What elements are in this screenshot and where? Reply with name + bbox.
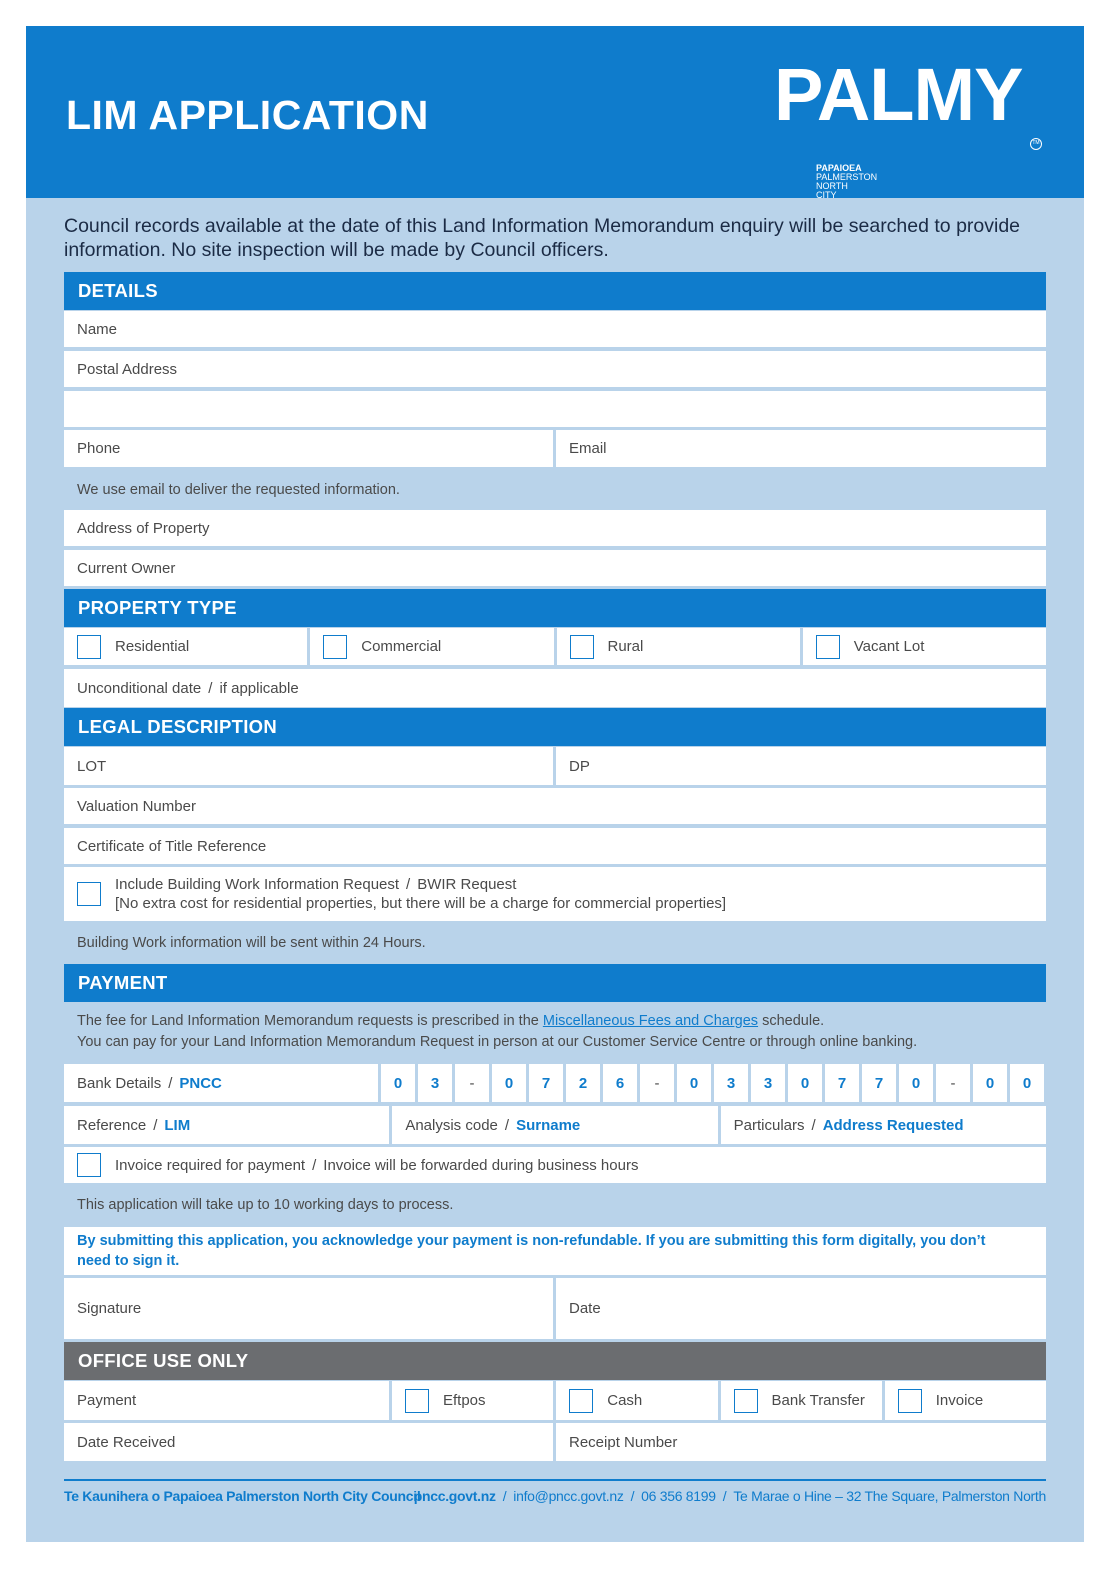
eftpos-checkbox[interactable] <box>405 1389 429 1413</box>
account-digit: 0 <box>1010 1064 1044 1102</box>
account-digit: 2 <box>566 1064 600 1102</box>
current-owner-field[interactable] <box>64 550 1046 586</box>
date-received-field[interactable] <box>64 1423 553 1461</box>
footer-website[interactable]: pncc.govt.nz <box>413 1488 496 1504</box>
lot-label: LOT <box>77 757 107 775</box>
cash-checkbox[interactable] <box>569 1389 593 1413</box>
rural-label: Rural <box>607 638 644 655</box>
cash-option[interactable] <box>556 1381 717 1420</box>
certificate-of-title-label: Certificate of Title Reference <box>77 837 267 855</box>
pay-text: You can pay for your Land Information Memorandum Request in person at our Customer Service Centre or through online banking. <box>77 1034 918 1050</box>
date-received-label: Date Received <box>77 1433 176 1451</box>
account-digit: 7 <box>529 1064 563 1102</box>
address-of-property-field[interactable] <box>64 510 1046 546</box>
footer-contacts: pncc.govt.nz / info@pncc.govt.nz / 06 356 8199 / Te Marae o Hine – 32 The Square, Palmerston North <box>413 1488 1046 1504</box>
signature-field[interactable] <box>64 1278 553 1339</box>
eftpos-label: Eftpos <box>443 1392 486 1409</box>
account-digit: 0 <box>788 1064 822 1102</box>
valuation-number-label: Valuation Number <box>77 797 196 815</box>
bank-transfer-option[interactable] <box>721 1381 882 1420</box>
rural-option[interactable] <box>557 628 800 665</box>
postal-address-label: Postal Address <box>77 360 178 378</box>
vacant-lot-label: Vacant Lot <box>853 638 925 655</box>
reference-value: LIM <box>164 1116 191 1134</box>
fee-text-b: schedule. <box>758 1013 825 1029</box>
invoice-required-label: Invoice required for payment <box>115 1156 306 1174</box>
bank-transfer-label: Bank Transfer <box>771 1392 865 1409</box>
account-digit: 7 <box>825 1064 859 1102</box>
bwir-label-b: BWIR Request <box>417 876 517 893</box>
footer-divider <box>64 1479 1046 1481</box>
logo-subtitle <box>816 164 877 200</box>
account-digit: 0 <box>899 1064 933 1102</box>
date-label: Date <box>569 1300 601 1317</box>
date-field[interactable] <box>556 1278 1046 1339</box>
footer-council-name: Te Kaunihera o Papaioea Palmerston North City Council <box>64 1488 421 1504</box>
current-owner-label: Current Owner <box>77 559 176 577</box>
bwir-checkbox[interactable] <box>77 882 101 906</box>
address-of-property-label: Address of Property <box>77 519 210 537</box>
invoice-label: Invoice <box>935 1392 984 1409</box>
receipt-number-label: Receipt Number <box>569 1433 678 1451</box>
account-digit: 7 <box>862 1064 896 1102</box>
bwir-note-line: [No extra cost for residential properties, but there will be a charge for commercial properties] <box>115 895 727 912</box>
receipt-number-field[interactable] <box>556 1423 1046 1461</box>
account-number <box>381 1064 1044 1102</box>
unconditional-date-label: Unconditional date <box>77 679 202 697</box>
vacant-lot-checkbox[interactable] <box>816 635 840 659</box>
bank-details-value: PNCC <box>179 1074 222 1092</box>
residential-option[interactable] <box>64 628 307 665</box>
payment-info <box>77 1011 1047 1053</box>
intro-text: Council records available at the date of this Land Information Memorandum enquiry will be searched to provide information. No site inspection will be made by Council officers. <box>64 215 1021 261</box>
palmy-logo <box>774 53 1040 200</box>
name-field[interactable] <box>64 311 1046 347</box>
postal-address-field[interactable] <box>64 351 1046 387</box>
invoice-option[interactable] <box>885 1381 1046 1420</box>
eftpos-option[interactable] <box>392 1381 553 1420</box>
bank-transfer-checkbox[interactable] <box>734 1389 758 1413</box>
vacant-lot-option[interactable] <box>803 628 1046 665</box>
residential-checkbox[interactable] <box>77 635 101 659</box>
logo-sub-text: PALMERSTON NORTH CITY <box>816 172 878 200</box>
account-digit: 0 <box>492 1064 526 1102</box>
particulars-value: Address Requested <box>822 1116 964 1134</box>
certificate-of-title-field[interactable] <box>64 828 1046 864</box>
account-digit: 3 <box>751 1064 785 1102</box>
logo-wordmark: PALMY <box>774 53 1023 136</box>
acknowledge-text: By submitting this application, you acknowledge your payment is non-refundable. If you are submitting this form digitally, you don’t need to sign it. <box>77 1233 986 1269</box>
invoice-required-option[interactable]: Invoice required for payment / Invoice will be forwarded during business hours <box>64 1147 1046 1183</box>
phone-label: Phone <box>77 440 121 457</box>
office-payment-label: Payment <box>77 1392 137 1409</box>
account-separator: - <box>936 1064 970 1102</box>
rural-checkbox[interactable] <box>570 635 594 659</box>
analysis-code-value: Surname <box>516 1116 581 1134</box>
account-digit: 0 <box>677 1064 711 1102</box>
bank-details-label: Bank Details <box>77 1074 162 1092</box>
bwir-note: Building Work information will be sent within 24 Hours. <box>77 935 426 951</box>
fee-text-a: The fee for Land Information Memorandum requests is prescribed in the <box>77 1013 543 1029</box>
property-type-heading: PROPERTY TYPE <box>64 589 1046 627</box>
bwir-label: Include Building Work Information Request <box>115 876 400 893</box>
unconditional-date-field[interactable]: Unconditional date / if applicable <box>64 669 1046 707</box>
invoice-forwarded-label: Invoice will be forwarded during business hours <box>323 1156 639 1174</box>
email-field[interactable] <box>556 430 1046 467</box>
commercial-option[interactable] <box>310 628 553 665</box>
if-applicable-label: if applicable <box>219 679 299 697</box>
office-use-heading: OFFICE USE ONLY <box>64 1342 1046 1380</box>
trademark-icon: TM <box>1030 138 1042 150</box>
name-label: Name <box>77 320 118 338</box>
office-payment-cell <box>64 1381 389 1420</box>
account-digit: 3 <box>418 1064 452 1102</box>
logo-sub-bold: PAPAIOEA <box>816 163 862 173</box>
legal-description-heading: LEGAL DESCRIPTION <box>64 708 1046 746</box>
processing-note: This application will take up to 10 working days to process. <box>77 1197 454 1213</box>
header-banner <box>26 26 1084 198</box>
analysis-code-label: Analysis code <box>405 1116 498 1134</box>
cash-label: Cash <box>607 1392 643 1409</box>
acknowledge-box <box>64 1227 1046 1275</box>
residential-label: Residential <box>115 638 190 655</box>
reference-label: Reference <box>77 1116 147 1134</box>
particulars-label: Particulars <box>733 1116 805 1134</box>
fees-and-charges-link[interactable]: Miscellaneous Fees and Charges <box>542 1013 759 1029</box>
details-heading: DETAILS <box>64 272 1046 310</box>
account-digit: 3 <box>714 1064 748 1102</box>
reference-cell: Reference / LIM <box>64 1106 389 1144</box>
email-note: We use email to deliver the requested information. <box>77 482 400 498</box>
postal-address-line2-field[interactable] <box>64 391 1046 427</box>
phone-field[interactable] <box>64 430 553 467</box>
lot-field[interactable] <box>64 747 553 785</box>
footer-email[interactable]: info@pncc.govt.nz <box>513 1488 624 1504</box>
dp-field[interactable] <box>556 747 1046 785</box>
form-page <box>26 26 1084 1542</box>
commercial-label: Commercial <box>361 638 442 655</box>
bwir-option[interactable] <box>64 867 1046 921</box>
commercial-checkbox[interactable] <box>323 635 347 659</box>
analysis-code-cell: Analysis code / Surname <box>392 1106 717 1144</box>
footer-phone: 06 356 8199 <box>641 1488 716 1504</box>
page-title: LIM APPLICATION <box>66 92 429 138</box>
account-digit: 0 <box>973 1064 1007 1102</box>
signature-label: Signature <box>77 1300 142 1317</box>
bwir-text: Include Building Work Information Request / BWIR Request [No extra cost for residential properties, but there will be a charge for commercial properties] <box>115 876 727 912</box>
valuation-number-field[interactable] <box>64 788 1046 824</box>
footer-address: Te Marae o Hine – 32 The Square, Palmerston North <box>733 1488 1046 1504</box>
account-separator: - <box>455 1064 489 1102</box>
account-separator: - <box>640 1064 674 1102</box>
particulars-cell: Particulars / Address Requested <box>721 1106 1046 1144</box>
account-digit: 6 <box>603 1064 637 1102</box>
account-digit: 0 <box>381 1064 415 1102</box>
bank-details-cell: Bank Details / PNCC <box>64 1064 378 1102</box>
invoice-required-checkbox[interactable] <box>77 1153 101 1177</box>
invoice-checkbox[interactable] <box>898 1389 922 1413</box>
payment-heading: PAYMENT <box>64 964 1046 1002</box>
email-label: Email <box>569 440 607 457</box>
dp-label: DP <box>569 757 590 775</box>
bank-details-row <box>64 1064 1046 1102</box>
